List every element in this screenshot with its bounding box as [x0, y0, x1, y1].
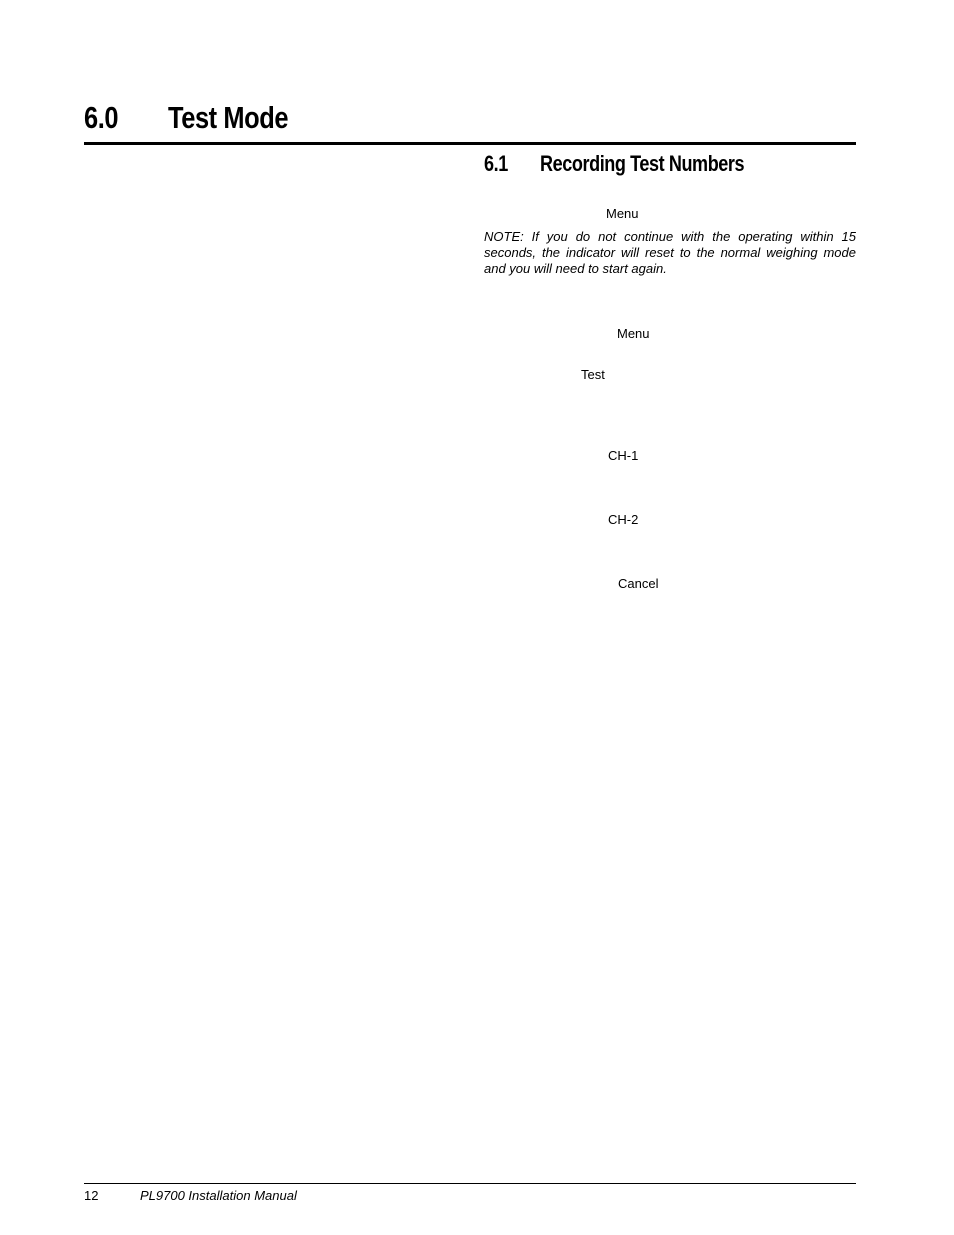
chapter-divider — [84, 142, 856, 145]
key-label-test: Test — [581, 367, 605, 382]
key-label-ch1: CH-1 — [608, 448, 639, 463]
section-number: 6.1 — [484, 151, 508, 176]
footer-page-number: 12 — [84, 1188, 99, 1203]
chapter-number: 6.0 — [84, 100, 119, 135]
footer-manual-title: PL9700 Installation Manual — [140, 1188, 297, 1203]
key-label-cancel: Cancel — [618, 576, 659, 591]
key-label-ch2: CH-2 — [608, 512, 639, 527]
key-label-menu: Menu — [606, 206, 639, 221]
key-label-menu: Menu — [617, 326, 650, 341]
footer-divider — [84, 1183, 856, 1184]
note-paragraph: NOTE: If you do not continue with the operating within 15 seconds, the indicator will reset to the normal weighing mode and you will need to start again. — [484, 229, 856, 276]
section-title: Recording Test Numbers — [540, 151, 745, 176]
chapter-title: Test Mode — [168, 100, 289, 135]
